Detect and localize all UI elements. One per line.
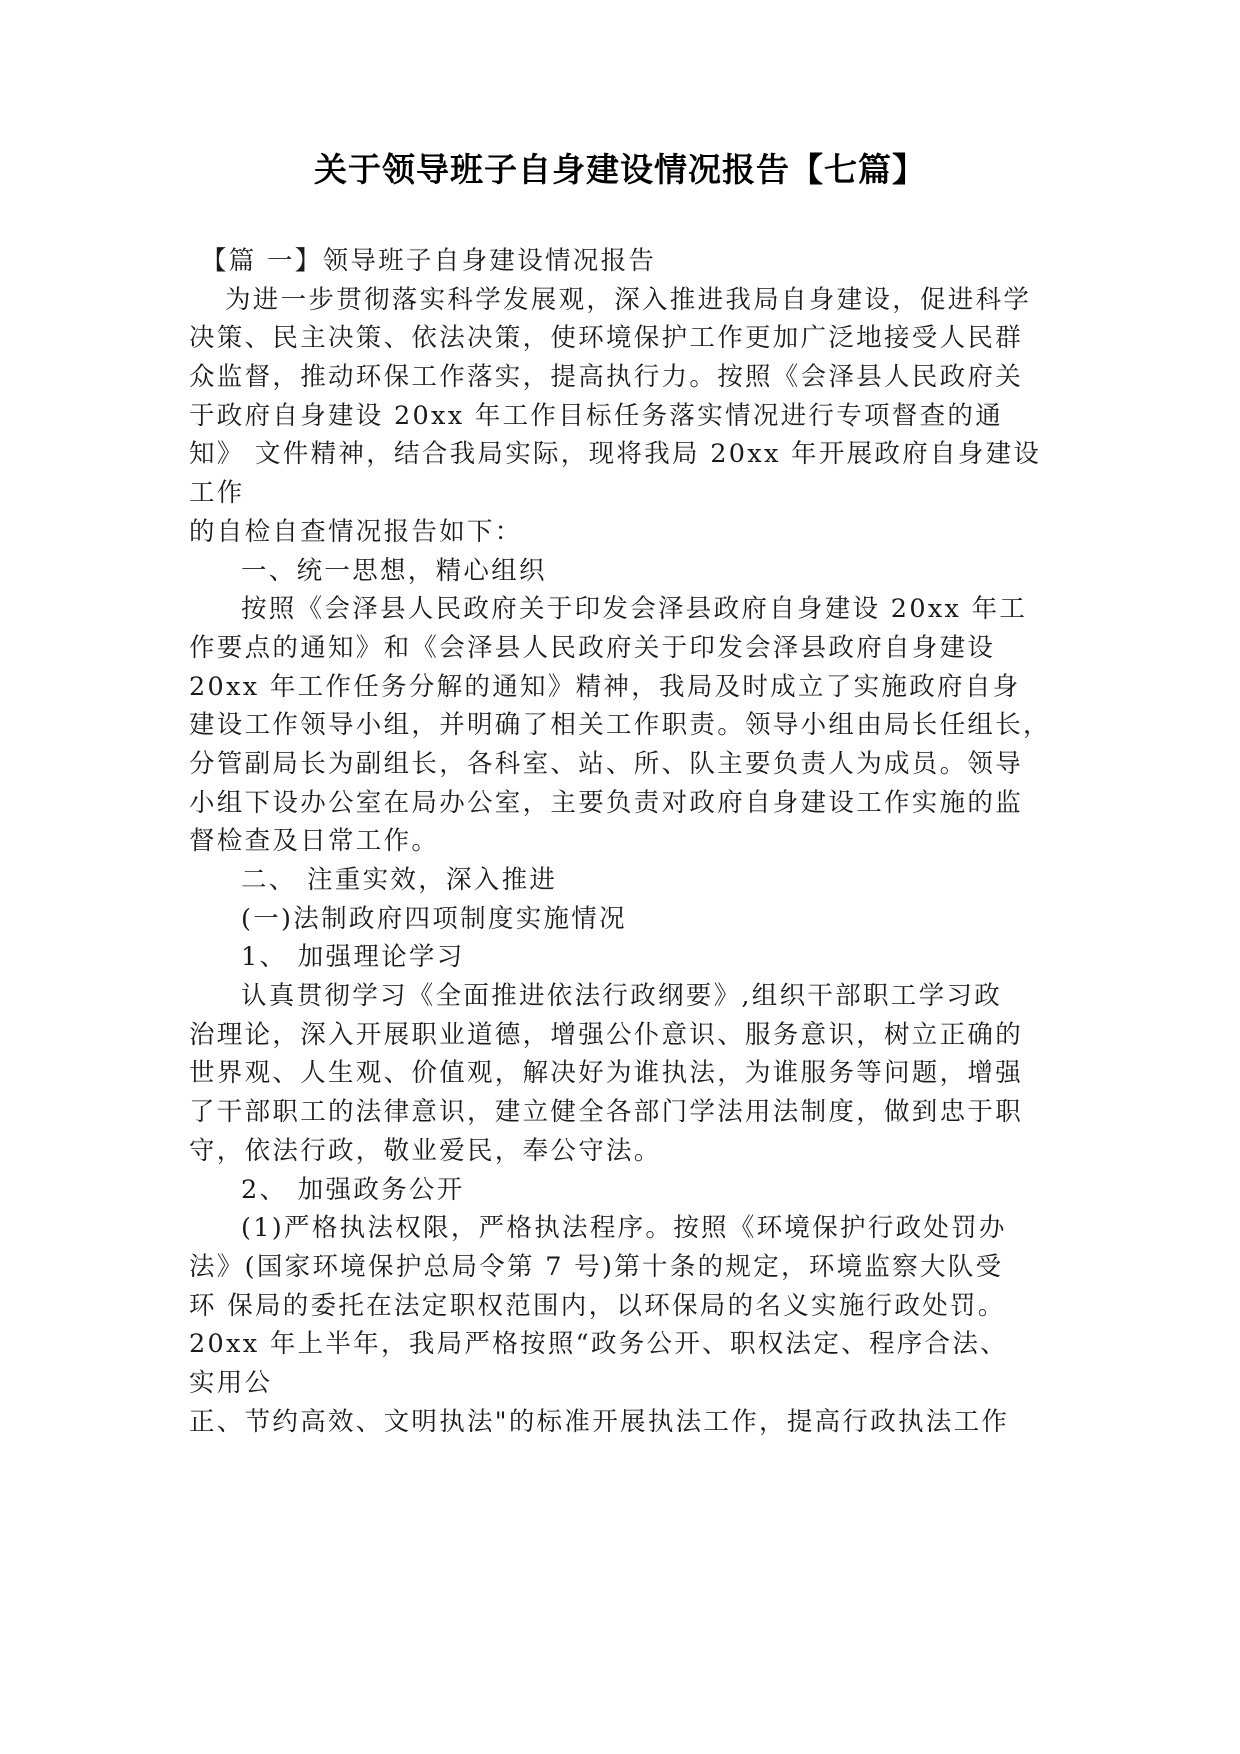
paragraph-line: 知》 文件精神，结合我局实际，现将我局 20xx 年开展政府自身建设 (189, 439, 1042, 470)
paragraph-line: 世界观、人生观、价值观，解决好为谁执法，为谁服务等问题，增强 (189, 1058, 1024, 1089)
paragraph-line: 20xx 年工作任务分解的通知》精神，我局及时成立了实施政府自身 (189, 671, 1021, 702)
paragraph-line: 于政府自身建设 20xx 年工作目标任务落实情况进行专项督查的通 (189, 400, 1004, 431)
paragraph-line: 认真贯彻学习《全面推进依法行政纲要》,组织干部职工学习政 (241, 981, 1003, 1012)
paragraph-line: 法》(国家环境保护总局令第 7 号)第十条的规定，环境监察大队受 (189, 1251, 1004, 1282)
section-heading: 【篇 一】领导班子自身建设情况报告 (201, 246, 657, 276)
paragraph-line: 守，依法行政，敬业爱民，奉公守法。 (189, 1135, 662, 1166)
subsection-heading: 二、 注重实效，深入推进 (241, 865, 558, 895)
paragraph-line: 小组下设办公室在局办公室，主要负责对政府自身建设工作实施的监 (189, 787, 1024, 818)
paragraph-line: 正、节约高效、文明执法"的标准开展执法工作，提高行政执法工作 (189, 1406, 1010, 1437)
subsection-heading: 2、 加强政务公开 (241, 1174, 465, 1205)
document-body (189, 242, 1089, 1441)
paragraph-line: 为进一步贯彻落实科学发展观，深入推进我局自身建设，促进科学 (225, 284, 1032, 315)
document-title: 关于领导班子自身建设情况报告【七篇】 (314, 150, 926, 189)
paragraph-line: 督检查及日常工作。 (189, 826, 440, 857)
paragraph-line: 建设工作领导小组，并明确了相关工作职责。领导小组由局长任组长， (189, 710, 1051, 741)
paragraph-line: 治理论，深入开展职业道德，增强公仆意识、服务意识，树立正确的 (189, 1019, 1024, 1050)
paragraph-line: 众监督，推动环保工作落实，提高执行力。按照《会泽县人民政府关 (189, 362, 1024, 393)
paragraph-line: 了干部职工的法律意识，建立健全各部门学法用法制度，做到忠于职 (189, 1097, 1024, 1128)
paragraph-line: 作要点的通知》和《会泽县人民政府关于印发会泽县政府自身建设 (189, 632, 996, 663)
subsection-heading: (一)法制政府四项制度实施情况 (241, 903, 627, 934)
paragraph-line: 工作 (189, 478, 245, 509)
paragraph-line: 20xx 年上半年，我局严格按照“政务公开、职权法定、程序合法、 (189, 1329, 1008, 1360)
paragraph-line: 决策、民主决策、依法决策，使环境保护工作更加广泛地接受人民群 (189, 323, 1024, 354)
paragraph-line: 按照《会泽县人民政府关于印发会泽县政府自身建设 20xx 年工 (241, 594, 1028, 625)
subsection-heading: 1、 加强理论学习 (241, 942, 465, 973)
paragraph-line: 分管副局长为副组长，各科室、站、所、队主要负责人为成员。领导 (189, 748, 1024, 779)
paragraph-line: 环 保局的委托在法定职权范围内，以环保局的名义实施行政处罚。 (189, 1290, 1006, 1321)
paragraph-line: (1)严格执法权限，严格执法程序。按照《环境保护行政处罚办 (241, 1213, 1007, 1244)
paragraph-line: 实用公 (189, 1367, 273, 1398)
paragraph-line: 的自检自查情况报告如下： (189, 516, 523, 547)
subsection-heading: 一、统一思想，精心组织 (241, 555, 547, 586)
